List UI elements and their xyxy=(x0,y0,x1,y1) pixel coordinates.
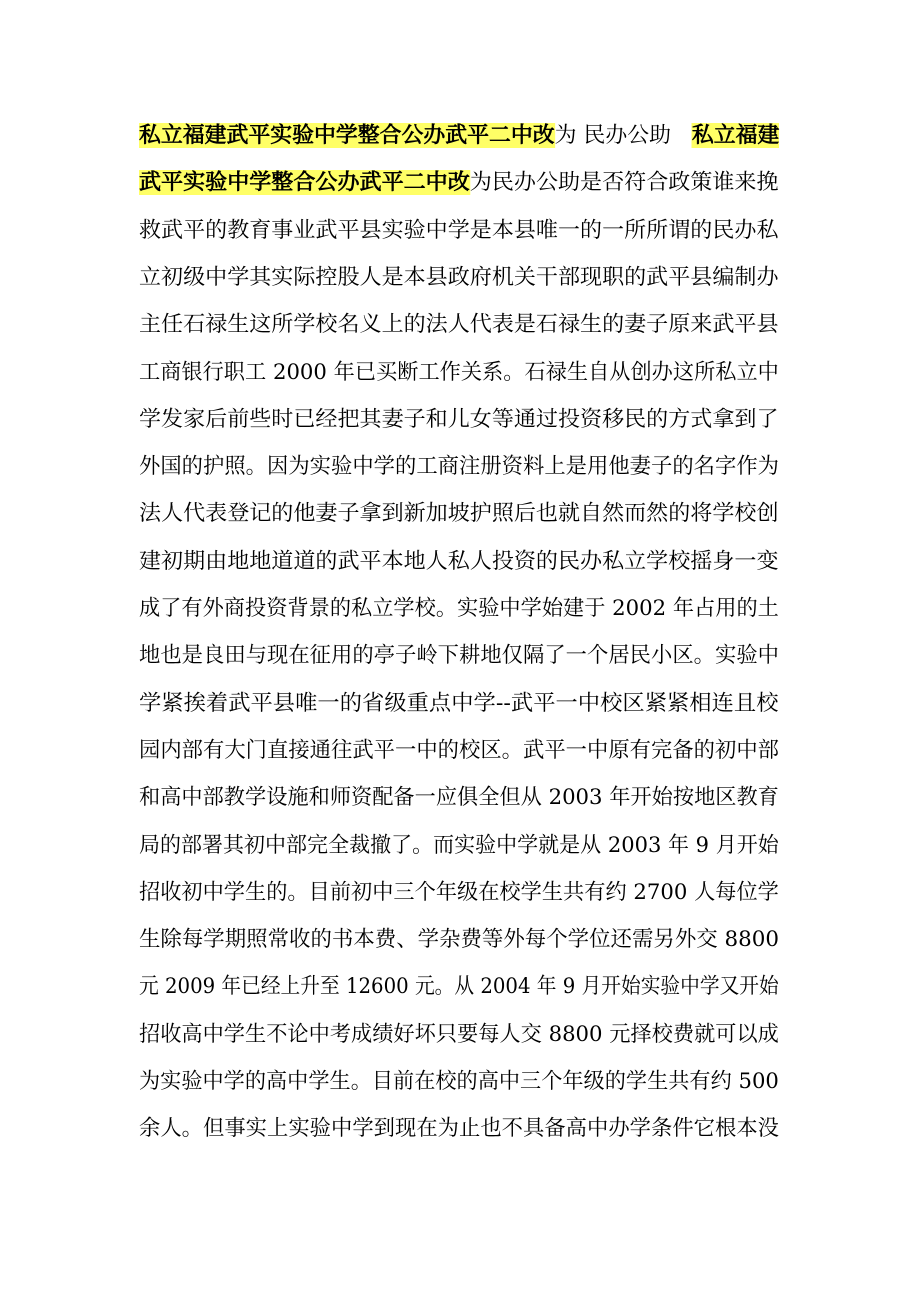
text-line xyxy=(139,498,779,530)
body-text: 外国的护照。因为实验中学的工商注册资料上是用他妻子的名字作为 xyxy=(139,454,780,480)
text-line xyxy=(139,262,779,294)
text-line xyxy=(139,688,779,720)
body-text: 余人。但事实上实验中学到现在为止也不具备高中办学条件它根本没 xyxy=(139,1116,780,1142)
text-line xyxy=(139,120,779,152)
body-text: 法人代表登记的他妻子拿到新加坡护照后也就自然而然的将学校创 xyxy=(139,501,779,527)
highlighted-title-text: 私立福建武平实验中学整合公办武平二中改 xyxy=(139,123,555,148)
body-text: 工商银行职工 2000 年已买断工作关系。石禄生自从创办这所私立中 xyxy=(139,359,779,385)
text-line xyxy=(139,593,779,625)
text-line xyxy=(139,877,779,909)
highlighted-title-text: 私立福建 xyxy=(691,123,780,148)
text-line xyxy=(139,1066,779,1098)
highlighted-title-text: 武平实验中学整合公办武平二中改 xyxy=(139,170,470,196)
body-text: 招收高中学生不论中考成绩好坏只要每人交 8800 元择校费就可以成 xyxy=(139,1021,779,1047)
body-text: 立初级中学其实际控股人是本县政府机关干部现职的武平县编制办 xyxy=(139,264,779,290)
body-text: 学紧挨着武平县唯一的省级重点中学--武平一中校区紧紧相连且校 xyxy=(139,690,779,716)
text-line xyxy=(139,167,779,199)
body-text: 建初期由地地道道的武平本地人私人投资的民办私立学校摇身一变 xyxy=(139,548,779,574)
body-text: 学发家后前些时已经把其妻子和儿女等通过投资移民的方式拿到了 xyxy=(139,406,779,432)
body-text: 招收初中学生的。目前初中三个年级在校学生共有约 2700 人每位学 xyxy=(139,879,779,905)
text-line xyxy=(139,640,779,672)
text-line xyxy=(139,404,779,436)
body-text: 为实验中学的高中学生。目前在校的高中三个年级的学生共有约 500 xyxy=(139,1069,779,1094)
body-text: 为 民办公助 xyxy=(554,123,692,148)
body-text: 救武平的教育事业武平县实验中学是本县唯一的一所所谓的民办私 xyxy=(139,217,779,243)
body-text: 主任石禄生这所学校名义上的法人代表是石禄生的妻子原来武平县 xyxy=(139,312,779,338)
text-line xyxy=(139,546,779,578)
body-text: 和高中部教学设施和师资配备一应俱全但从 2003 年开始按地区教育 xyxy=(139,785,779,811)
text-line xyxy=(139,830,779,862)
text-line xyxy=(139,215,779,247)
body-text: 成了有外商投资背景的私立学校。实验中学始建于 2002 年占用的土 xyxy=(139,596,779,621)
text-line xyxy=(139,357,779,389)
text-line xyxy=(139,735,779,767)
text-line xyxy=(139,971,779,1003)
body-text: 元 2009 年已经上升至 12600 元。从 2004 年 9 月开始实验中学又开始 xyxy=(139,974,779,1000)
text-line xyxy=(139,782,779,814)
text-line xyxy=(139,309,779,341)
body-text: 局的部署其初中部完全裁撤了。而实验中学就是从 2003 年 9 月开始 xyxy=(139,832,779,858)
body-text: 为民办公助是否符合政策谁来挽 xyxy=(469,170,779,196)
text-line xyxy=(139,924,779,956)
body-text: 园内部有大门直接通往武平一中的校区。武平一中原有完备的初中部 xyxy=(139,737,780,763)
body-text: 生除每学期照常收的书本费、学杂费等外每个学位还需另外交 8800 xyxy=(139,927,780,953)
body-text: 地也是良田与现在征用的亭子岭下耕地仅隔了一个居民小区。实验中 xyxy=(139,643,780,669)
text-line xyxy=(139,1019,779,1051)
text-line xyxy=(139,1113,779,1145)
text-line xyxy=(139,451,779,483)
